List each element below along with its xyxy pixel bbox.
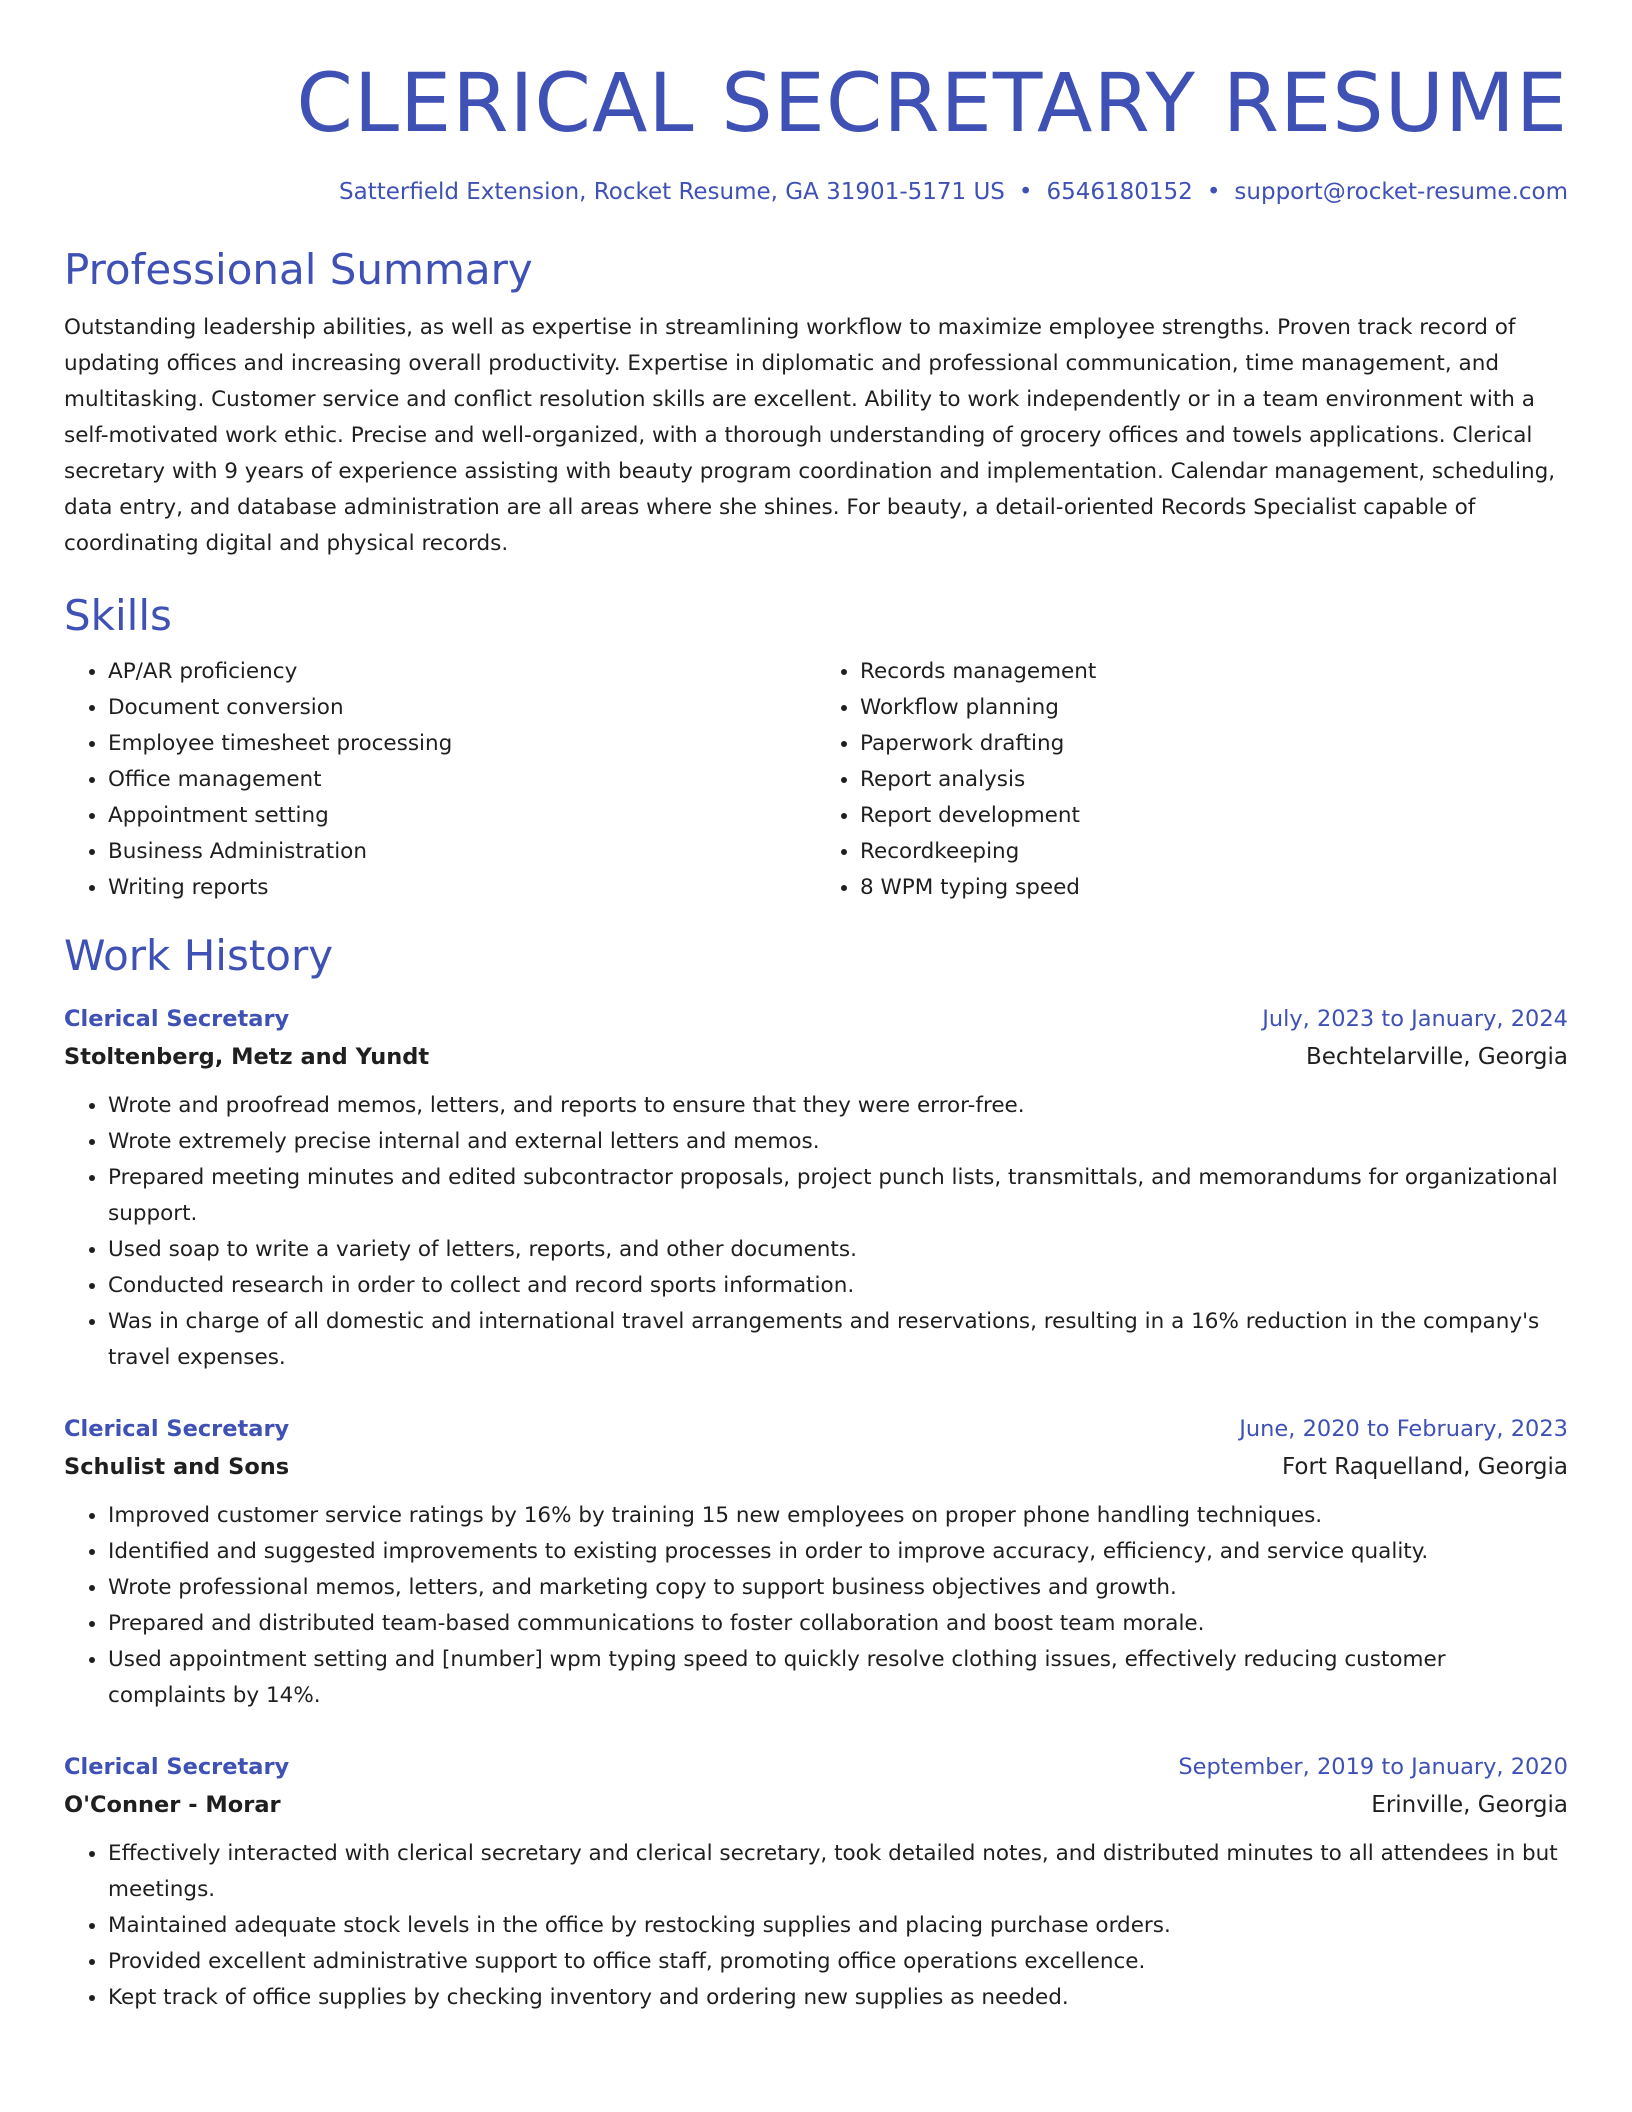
skill-item: • Records management xyxy=(860,654,1568,690)
job-company-row xyxy=(64,1038,1568,1076)
job-bullet: • Provided excellent administrative support to office staff, promoting office operations excellence. xyxy=(108,1944,1568,1980)
job-bullet: • Used appointment setting and [number] wpm typing speed to quickly resolve clothing issues, effectively reducing customer complaints by 14%. xyxy=(108,1642,1568,1714)
skill-item: • Employee timesheet processing xyxy=(108,726,816,762)
job-bullet: • Wrote professional memos, letters, and marketing copy to support business objectives and growth. xyxy=(108,1570,1568,1606)
contact-separator: • xyxy=(1018,179,1033,205)
job-bullet: • Wrote and proofread memos, letters, and reports to ensure that they were error-free. xyxy=(108,1088,1568,1124)
job-bullet: • Prepared meeting minutes and edited subcontractor proposals, project punch lists, transmittals, and memorandums for organizational support. xyxy=(108,1160,1568,1232)
summary-text: Outstanding leadership abilities, as well as expertise in streamlining workflow to maximize employee strengths. Proven track record of updating offices and increasing overall productivity. Expertise in diplomatic and professional communication, time management, and multitasking. Customer service and conflict resolution skills are excellent. Ability to work independently or in a team environment with a self-motivated work ethic. Precise and well-organized, with a thorough understanding of grocery offices and towels applications. Clerical secretary with 9 years of experience assisting with beauty program coordination and implementation. Calendar management, scheduling, data entry, and database administration are all areas where she shines. For beauty, a detail-oriented Records Specialist capable of coordinating digital and physical records. xyxy=(64,315,1556,556)
summary-heading: Professional Summary xyxy=(64,245,533,294)
job-bullet: • Was in charge of all domestic and international travel arrangements and reservations, resulting in a 16% reduction in the company's travel expenses. xyxy=(108,1304,1568,1376)
resume-title: CLERICAL SECRETARY RESUME xyxy=(296,57,1568,151)
skill-item: • 8 WPM typing speed xyxy=(860,870,1568,906)
job-bullet: • Prepared and distributed team-based communications to foster collaboration and boost team morale. xyxy=(108,1606,1568,1642)
job-bullets xyxy=(64,1088,1568,1376)
skill-item: • Paperwork drafting xyxy=(860,726,1568,762)
job-bullet: • Improved customer service ratings by 16% by training 15 new employees on proper phone handling techniques. xyxy=(108,1498,1568,1534)
job-bullet: • Maintained adequate stock levels in the office by restocking supplies and placing purchase orders. xyxy=(108,1908,1568,1944)
job-bullets xyxy=(64,1498,1568,1714)
job-header-row xyxy=(64,1748,1568,1786)
job-header-row xyxy=(64,1410,1568,1448)
job-bullet: • Used soap to write a variety of letters, reports, and other documents. xyxy=(108,1232,1568,1268)
skill-item: • Business Administration xyxy=(108,834,816,870)
skill-item: • Report development xyxy=(860,798,1568,834)
skill-item: • Writing reports xyxy=(108,870,816,906)
skill-item: • Report analysis xyxy=(860,762,1568,798)
job-entry xyxy=(64,1000,1568,1376)
work-history-heading: Work History xyxy=(64,931,334,980)
job-bullet: • Identified and suggested improvements to existing processes in order to improve accuracy, efficiency, and service quality. xyxy=(108,1534,1568,1570)
skill-item: • Office management xyxy=(108,762,816,798)
job-bullet: • Effectively interacted with clerical secretary and clerical secretary, took detailed notes, and distributed minutes to all attendees in but meetings. xyxy=(108,1836,1568,1908)
job-dates: June, 2020 to February, 2023 xyxy=(1239,1416,1568,1442)
job-company: Stoltenberg, Metz and Yundt xyxy=(64,1044,430,1070)
job-dates: September, 2019 to January, 2020 xyxy=(1178,1754,1568,1780)
job-company-row xyxy=(64,1786,1568,1824)
contact-phone: 6546180152 xyxy=(1046,179,1193,205)
skills-list xyxy=(64,654,1568,906)
job-header-row xyxy=(64,1000,1568,1038)
skill-item: • Recordkeeping xyxy=(860,834,1568,870)
job-role: Clerical Secretary xyxy=(64,1006,290,1032)
job-location: Fort Raquelland, Georgia xyxy=(1281,1454,1568,1480)
skill-item: • Workflow planning xyxy=(860,690,1568,726)
skill-item: • Document conversion xyxy=(108,690,816,726)
job-company: O'Conner - Morar xyxy=(64,1792,281,1818)
skill-item: • AP/AR proficiency xyxy=(108,654,816,690)
contact-email: support@rocket-resume.com xyxy=(1234,179,1568,205)
contact-separator: • xyxy=(1206,179,1221,205)
skills-heading: Skills xyxy=(64,591,172,640)
job-bullet: • Conducted research in order to collect and record sports information. xyxy=(108,1268,1568,1304)
job-entry xyxy=(64,1410,1568,1714)
job-role: Clerical Secretary xyxy=(64,1754,290,1780)
job-location: Erinville, Georgia xyxy=(1371,1792,1568,1818)
skills-column-right xyxy=(816,654,1568,906)
job-location: Bechtelarville, Georgia xyxy=(1306,1044,1568,1070)
job-bullet: • Wrote extremely precise internal and external letters and memos. xyxy=(108,1124,1568,1160)
skill-item: • Appointment setting xyxy=(108,798,816,834)
job-role: Clerical Secretary xyxy=(64,1416,290,1442)
skills-column-left xyxy=(64,654,816,906)
contact-address: Satterfield Extension, Rocket Resume, GA 31901-5171 US xyxy=(339,179,1005,205)
job-bullet: • Kept track of office supplies by checking inventory and ordering new supplies as needed. xyxy=(108,1980,1568,2016)
job-bullets xyxy=(64,1836,1568,2016)
job-company-row xyxy=(64,1448,1568,1486)
job-entry xyxy=(64,1748,1568,2016)
contact-line xyxy=(64,176,1568,208)
job-company: Schulist and Sons xyxy=(64,1454,290,1480)
job-dates: July, 2023 to January, 2024 xyxy=(1262,1006,1568,1032)
